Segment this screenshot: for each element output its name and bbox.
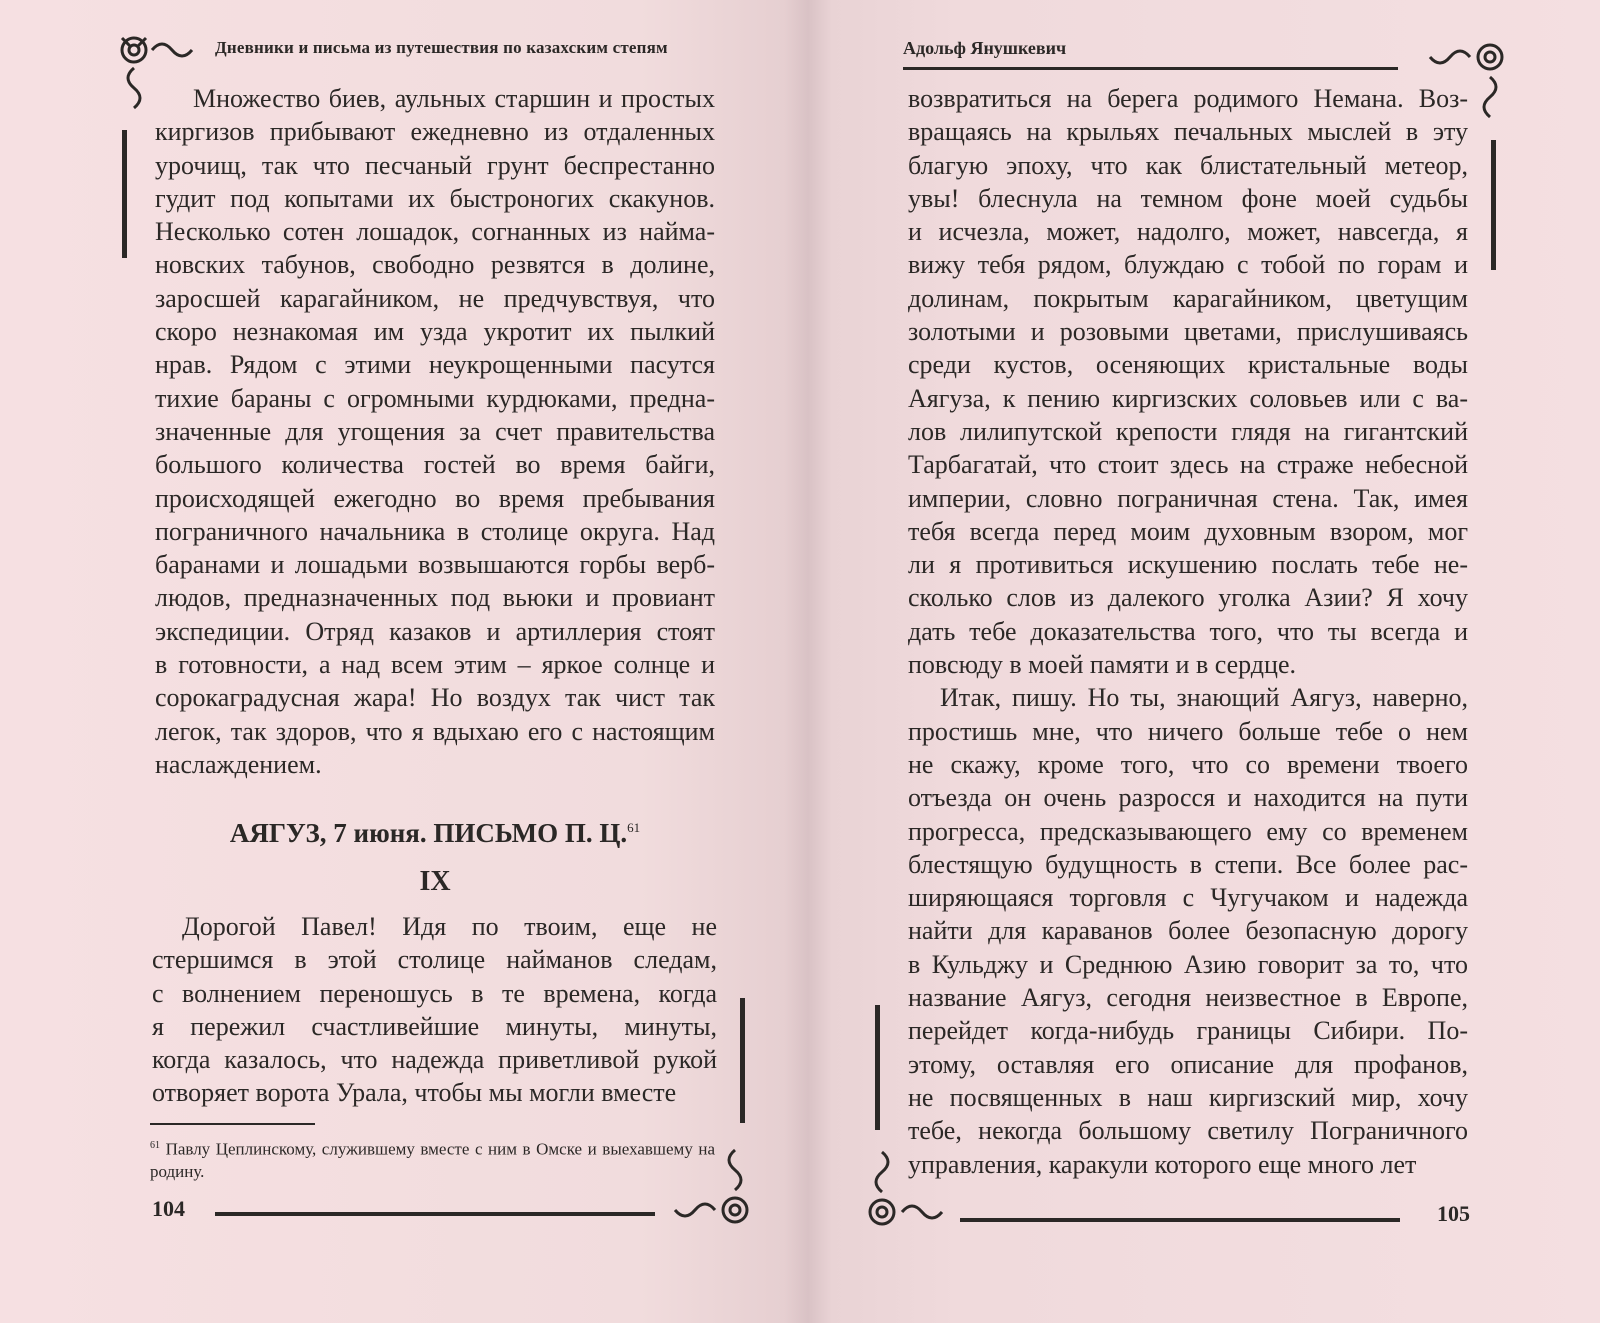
text-line: Несколько сотен лошадок, согнанных из найма- [155,217,715,247]
right-lower-margin-bar [875,1005,880,1130]
text-line: стершимся в этой столице найманов следам, [152,945,717,975]
text-line: возвратиться на берега родимого Немана. Воз- [908,84,1468,113]
text-line: не скажу, кроме того, что со времени твоего [908,749,1468,779]
text-line: блестящую будущность в степи. Все более рас- [908,849,1468,879]
text-line: повсюду в моей памяти и в сердце. [908,650,1296,680]
left-margin-bar [122,130,127,258]
text-line: скоро незнакомая им узда укротит их пылкий [155,317,715,347]
text-line: когда казалось, что надежда приветливой рукой [152,1045,717,1075]
text-line: тебе, некогда большому светилу Пограничного [908,1116,1468,1146]
text-line: Дорогой Павел! Идя по твоим, еще не [182,912,717,941]
left-lower-margin-bar [740,998,745,1123]
text-line: с волнением переношусь в те времена, когда [152,978,717,1008]
text-line: лов лилипутской крепости глядя на гигантский [908,416,1468,446]
text-line: пограничного начальника в столице округа. Над [155,516,715,546]
text-line: простишь мне, что ничего больше тебе о нем [908,716,1468,746]
text-line: дать тебе доказательства того, что ты всегда и [908,616,1468,646]
text-line: тебя всегда перед моим духовным взором, мог [908,516,1468,546]
text-line: происходящей ежегодно во время пребывания [155,483,715,513]
text-line: империи, словно пограничная стена. Так, имея [908,483,1468,513]
text-line: не посвященных в наш киргизский мир, хочу [908,1082,1468,1112]
text-line: увы! блеснула на темном фоне моей судьбы [908,183,1468,213]
right-page [815,0,1600,1323]
text-line: золотыми и розовыми цветами, прислушиваясь [908,317,1468,347]
text-line: экспедиции. Отряд казаков и артиллерия стоят [155,616,715,646]
floral-corner-ornament-icon [857,1140,962,1240]
footnote-number: 61 [150,1140,160,1151]
text-line: найти для караванов более безопасную дорогу [908,916,1468,946]
left-paragraph-1 [155,82,715,781]
text-line: наслаждением. [155,749,322,779]
text-line: и исчезла, может, надолго, может, навсегда, я [908,217,1468,247]
text-line: среди кустов, осеняющих кристальные воды [908,350,1468,380]
right-paragraph-2-text [908,681,1468,1180]
section-title [155,818,715,849]
text-line: новских табунов, свободно резвятся в долине, [155,250,715,280]
text-line: большого количества гостей во время байги, [155,450,715,480]
text-line: легок, так здоров, что я вдыхаю его с настоящим [155,716,715,746]
running-head-left: Дневники и письма из путешествия по казахским степям [215,38,668,57]
foot-rule-left [215,1212,655,1216]
right-text [908,82,1468,1181]
chapter-number: IX [419,866,451,897]
left-paragraph-1-text [155,82,715,781]
text-line: этому, оставляя его описание для профанов, [908,1049,1468,1079]
text-line: название Аягуз, сегодня неизвестное в Европе, [908,983,1468,1013]
text-line: ширяющаяся торговля с Чугучаком и надежда [908,883,1468,913]
right-paragraph-1-text [908,82,1468,681]
left-paragraph-2 [152,910,717,1110]
footnote-text: Павлу Цеплинскому, служившему вместе с ним в Омске и выехавшему на родину. [150,1139,716,1181]
text-line: сколько слов из далекого уголка Азии? Я хочу [908,583,1468,613]
floral-corner-ornament-icon [655,1135,760,1235]
text-line: сорокаградусная жара! Но воздух так чист так [155,683,715,713]
text-line: я пережил счастливейшие минуты, минуты, [152,1011,717,1041]
footnote-ref: 61 [627,820,641,835]
text-line: значенные для угощения за счет правительства [155,416,715,446]
text-line: баранами и лошадьми возвышаются горбы верб- [155,550,715,580]
text-line: урочищ, так что песчаный грунт беспрестанно [155,150,715,180]
text-line: отъезда он очень разросся и находится на пути [908,783,1468,813]
page-number-right: 105 [1437,1201,1470,1226]
text-line: людов, предназначенных под вьюки и провиант [155,583,715,613]
right-margin-bar [1491,140,1496,270]
left-paragraph-2-text [152,910,717,1110]
head-rule-right [903,67,1398,70]
text-line: Множество биев, аульных старшин и простых [193,84,715,113]
text-line: в Кульджу и Среднюю Азию говорит за то, что [908,949,1468,979]
text-line: Тарбагатай, что стоит здесь на страже небесной [908,450,1468,480]
foot-rule-right [960,1218,1400,1222]
text-line: вижу тебя рядом, блуждаю с тобой по горам и [908,250,1468,280]
text-line: вращаясь на крыльях печальных мыслей в эту [908,117,1468,147]
text-line: Итак, пишу. Но ты, знающий Аягуз, наверно, [940,683,1468,713]
text-line: в готовности, а над всем этим – яркое солнце и [155,650,715,680]
text-line: киргизов прибывают ежедневно из отдаленных [155,117,715,147]
text-line: благую эпоху, что как блистательный метеор, [908,150,1468,180]
page-number-left: 104 [152,1196,185,1221]
text-line: заросшей карагайником, не предчувствуя, что [155,283,715,313]
text-line: ли я противиться искушению послать тебе не- [908,550,1468,580]
footnote-rule [150,1123,315,1125]
text-line: Аягуза, к пению киргизских соловьев или с ва- [908,383,1468,413]
footnote [150,1135,715,1183]
text-line: долинам, покрытым карагайником, цветущим [908,283,1468,313]
text-line: тихие бараны с огромными курдюками, предна- [155,383,715,413]
text-line: отворяет ворота Урала, чтобы мы могли вместе [152,1078,677,1108]
text-line: гудит под копытами их быстроногих скакунов. [155,183,715,213]
text-line: прогресса, предсказывающего ему со временем [908,816,1468,846]
text-line: нрав. Рядом с этими неукрощенными пасутся [155,350,715,380]
section-title-text: АЯГУЗ, 7 июня. ПИСЬМО П. Ц. [229,818,628,848]
text-line: управления, каракули которого еще много лет [908,1149,1417,1179]
running-head-right: Адольф Янушкевич [903,38,1067,58]
text-line: перейдет когда-нибудь границы Сибири. По- [908,1016,1468,1046]
